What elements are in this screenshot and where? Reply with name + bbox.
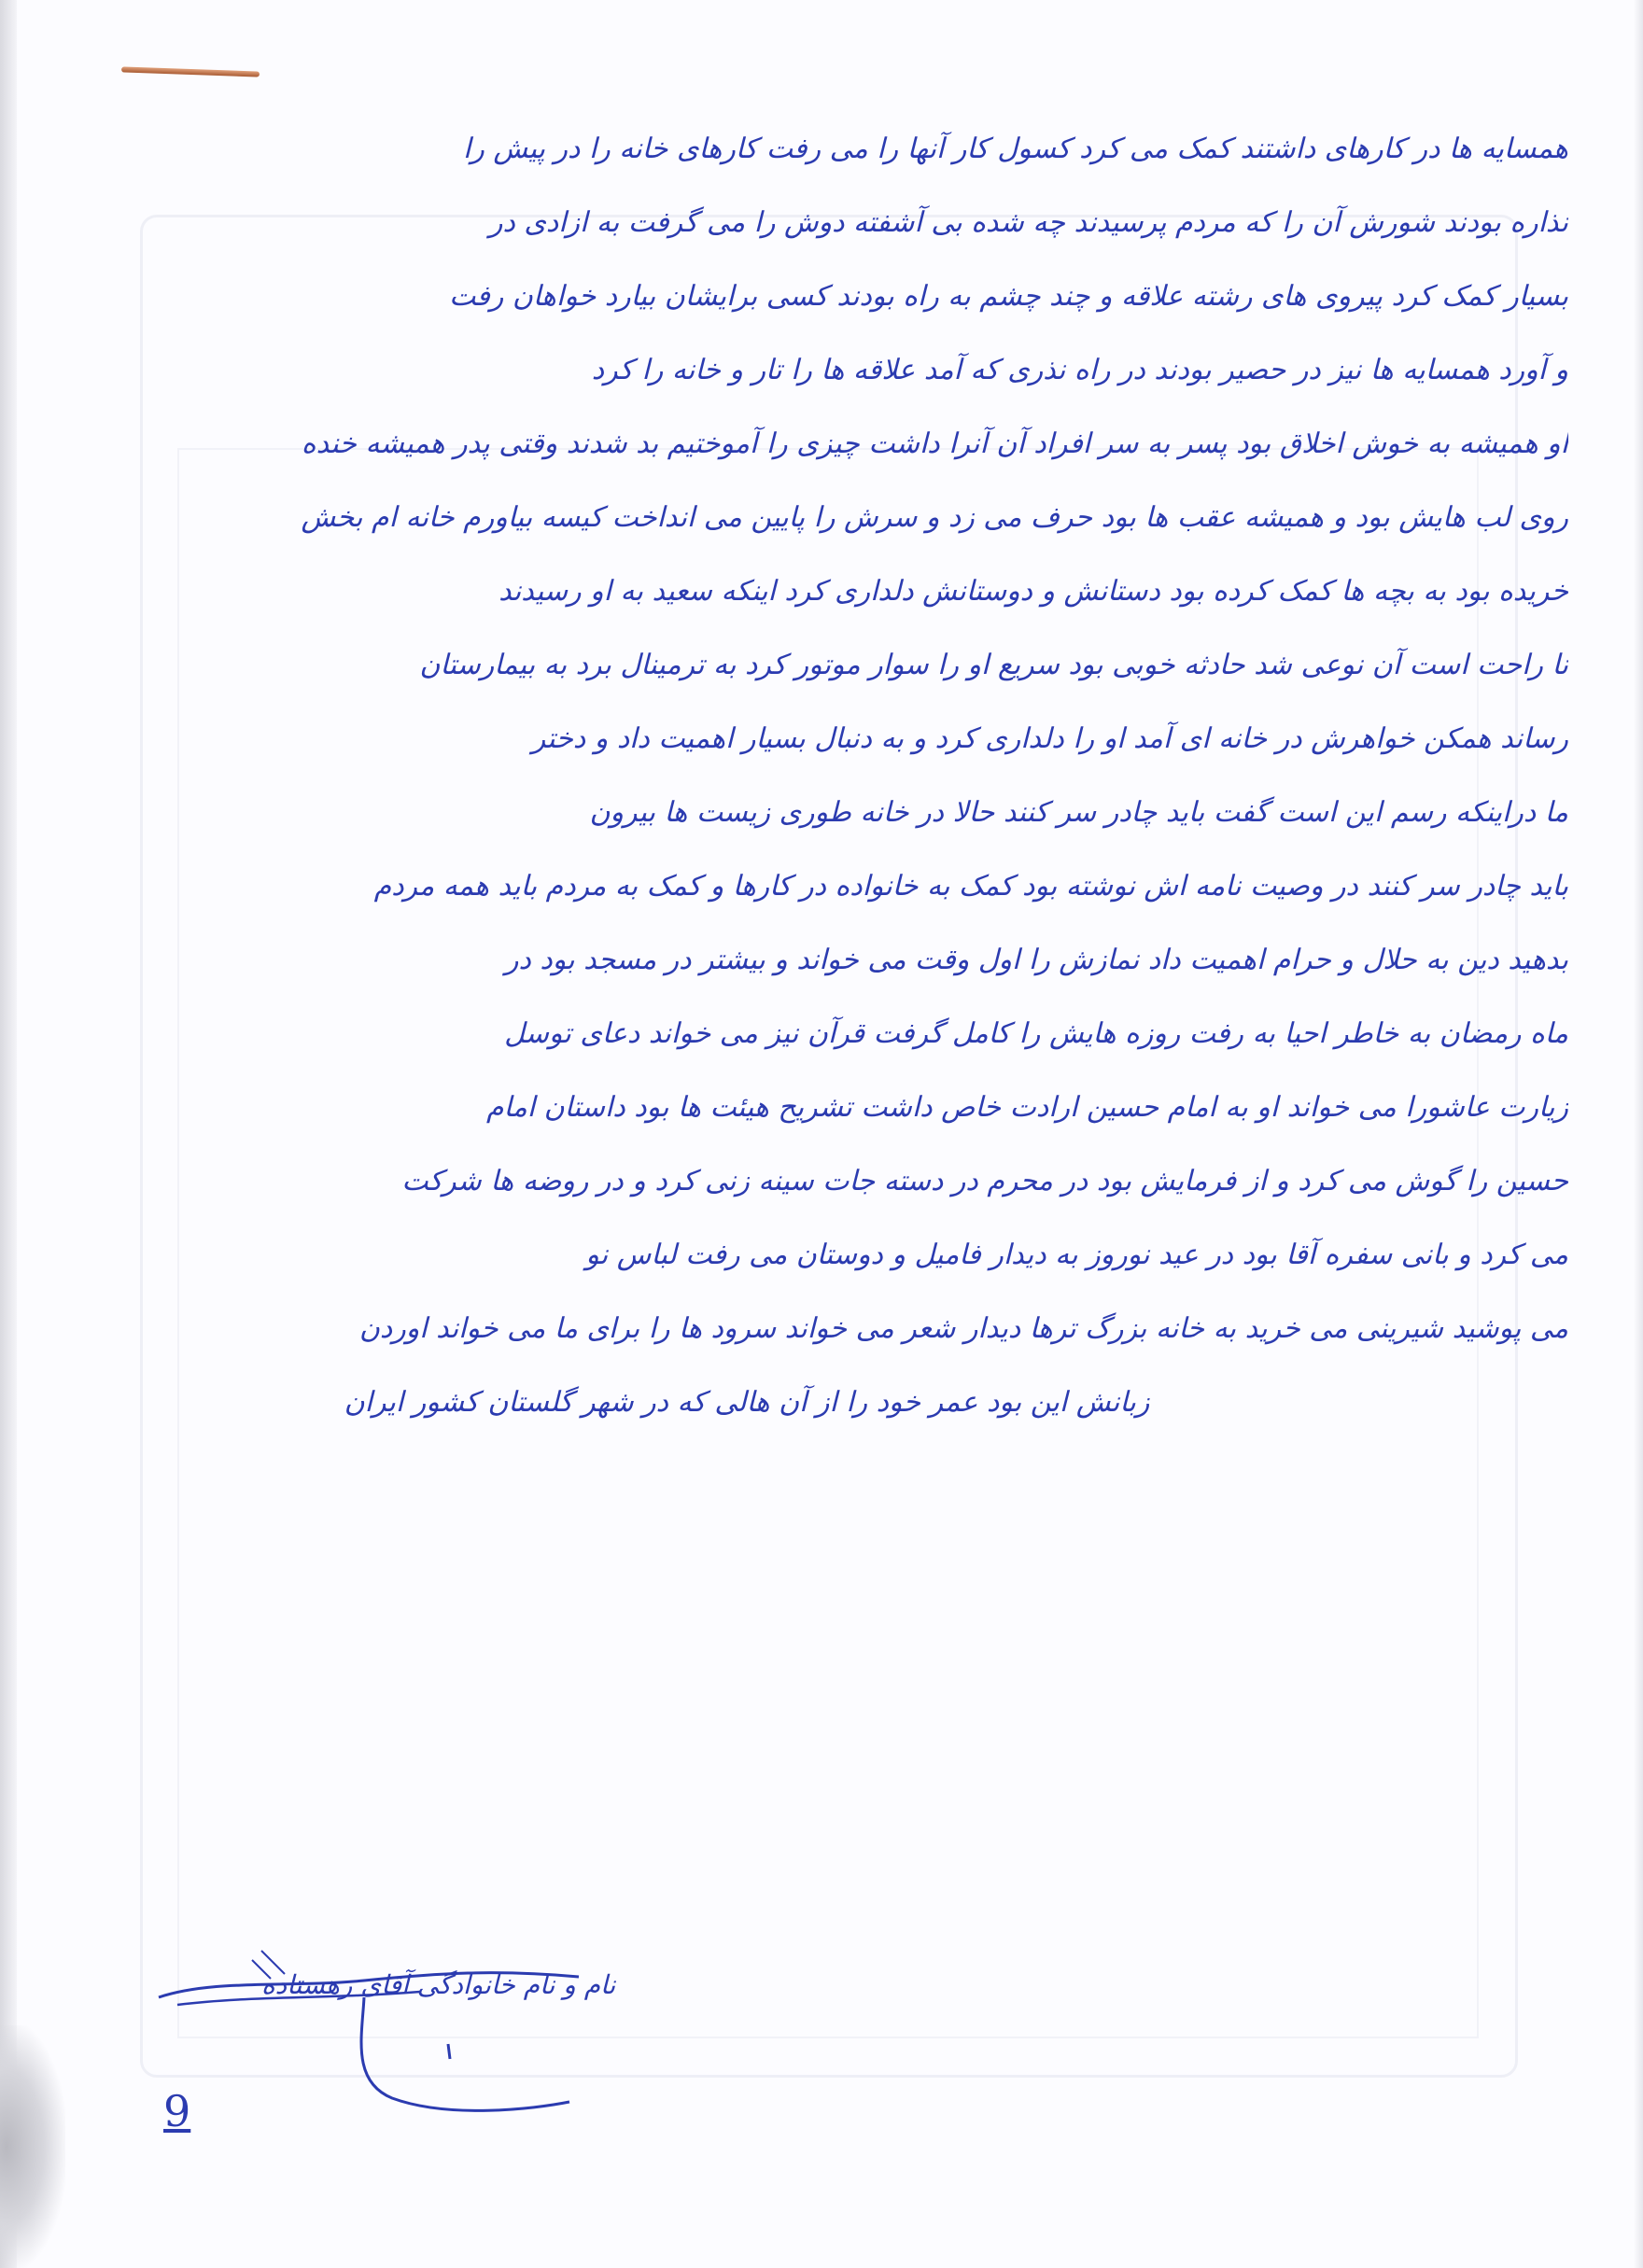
letter-line: بسیار کمک کرد پیروی های رشته علاقه و چند چشم به راه بودند کسی برایشان بیارد خواهان رفت [449, 280, 1568, 313]
letter-line: نذاره بودند شورش آن را که مردم پرسیدند چه شده بی آشفته دوش را می گرفت به ازادی در [488, 206, 1568, 239]
signature-label: نام و نام خانوادگی آقای رهستاده [261, 1969, 616, 2000]
staple-mark [121, 66, 260, 77]
letter-line: باید چادر سر کنند در وصیت نامه اش نوشته بود کمک به خانواده در کارها و کمک به مردم باید همه مردم [373, 870, 1568, 903]
letter-line: خریده بود به بچه ها کمک کرده بود دستانش و دوستانش دلداری کرد اینکه سعید به او رسیدند [499, 575, 1568, 608]
signature-block [140, 1941, 663, 2128]
letter-body [37, 112, 1568, 1913]
letter-line: رساند همکن خواهرش در خانه ای آمد او را دلداری کرد و به دنبال بسیار اهمیت داد و دختر [531, 722, 1568, 755]
letter-line: زیارت عاشورا می خواند او به امام حسین ارادت خاص داشت تشریح هیئت ها بود داستان امام [485, 1091, 1568, 1124]
letter-line: ما دراینکه رسم این است گفت باید چادر سر کنند حالا در خانه طوری زیست ها بیرون [589, 796, 1568, 829]
letter-line: او همیشه به خوش اخلاق بود پسر به سر افراد آن آنرا داشت چیزی را آموختیم بد شدند وقتی پدر همیشه خنده [301, 427, 1568, 460]
page-left-edge [0, 0, 17, 2268]
letter-line: می پوشید شیرینی می خرید به خانه بزرگ ترها دیدار شعر می خواند سرود ها را برای ما می خواند اوردن [358, 1312, 1568, 1345]
letter-line: همسایه ها در کارهای داشتند کمک می کرد کسول کار آنها را می رفت کارهای خانه را در پیش را [463, 133, 1568, 165]
letter-line: ماه رمضان به خاطر احیا به رفت روزه هایش را کامل گرفت قرآن نیز می خواند دعای توسل [504, 1017, 1568, 1050]
letter-line: حسین را گوش می کرد و از فرمایش بود در محرم در دسته جات سینه زنی کرد و در روضه ها شرکت [401, 1165, 1568, 1197]
page-right-shadow [1634, 0, 1643, 2268]
letter-line: بدهید دین به حلال و حرام اهمیت داد نمازش را اول وقت می خواند و بیشتر در مسجد بود در [504, 944, 1568, 976]
page-number: 9 [163, 2086, 191, 2136]
letter-line: زبانش این بود عمر خود را از آن هالی که در شهر گلستان کشور ایران [344, 1386, 1150, 1419]
letter-line: و آورد همسایه ها نیز در حصیر بودند در راه نذری که آمد علاقه ها را تار و خانه را کرد [591, 354, 1568, 386]
letter-line: می کرد و بانی سفره آقا بود در عید نوروز به دیدار فامیل و دوستان می رفت لباس نو [585, 1239, 1568, 1271]
letter-line: نا راحت است آن نوعی شد حادثه خوبی بود سریع او را سوار موتور کرد به ترمینال برد به بیمارستان [419, 649, 1568, 681]
letter-line: روی لب هایش بود و همیشه عقب ها بود حرف می زد و سرش را پایین می انداخت کیسه بیاورم خانه ام بخش [301, 501, 1568, 534]
torn-corner [0, 2025, 65, 2268]
